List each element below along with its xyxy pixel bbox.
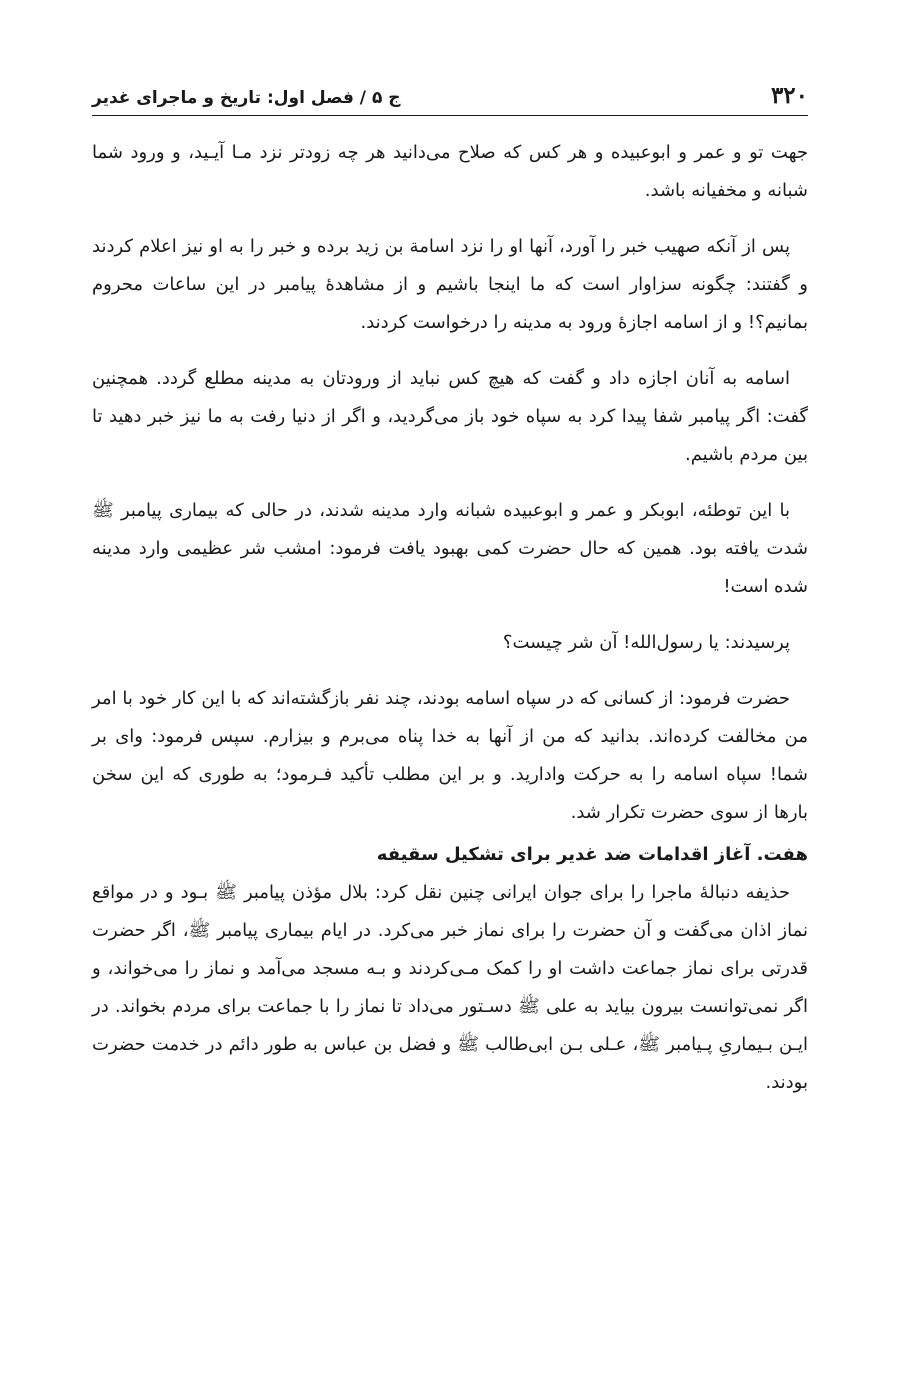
paragraph: حضرت فرمود: از کسانی که در سپاه اسامه بودند، چند نفر بازگشته‌اند که با این کار خود با امر من مخالفت کرده‌اند. بدانید که من از آنها به خدا پناه می‌برم و بیزارم. سپس فرمود: وای بر شما! سپاه اسامه را به حرکت وادارید. و بر این مطلب تأکید فـرمود؛ به طوری که این سخن بارها از سوی حضرت تکرار شد. bbox=[92, 688, 808, 823]
section-heading: هفت. آغاز اقدامات ضد غدیر برای تشکیل سقیفه bbox=[376, 844, 808, 865]
paragraph: اسامه به آنان اجازه داد و گفت که هیچ کس نباید از ورودتان به مدینه مطلع گردد. همچنین گفت: اگر پیامبر شفا پیدا کرد به سپاه خود باز می‌گردید، و اگر از دنیا رفت به ما نیز خبر دهید تا بین مردم باشیم. bbox=[92, 368, 808, 465]
running-header bbox=[92, 62, 808, 116]
page-number: ۳۲۰ bbox=[770, 82, 808, 109]
section-paragraph: حذیفه دنبالهٔ ماجرا را برای جوان ایرانی چنین نقل کرد: بلال مؤذن پیامبر ﷺ بـود و در مواقع نماز اذان می‌گفت و آن حضرت را برای نماز خبر می‌کرد. در ایام بیماری پیامبر ﷺ، اگر حضرت قدرتی برای نماز جماعت داشت او را کمک مـی‌کردند و بـه مسجد می‌آمد و نماز را می‌خواند، و اگر نمی‌توانست بیرون بیاید به علی ﷺ دسـتور می‌داد تا نماز را با جماعت برای مردم بخواند. در ایـن بـیماریِ پـیامبر ﷺ، عـلی بـن ابی‌طالب ﷺ و فضل بن عباس به طور دائم در خدمت حضرت بودند. bbox=[92, 882, 808, 1093]
paragraph: جهت تو و عمر و ابوعبیده و هر کس که صلاح می‌دانید هر چه زودتر نزد مـا آیـید، و ورود شما شبانه و مخفیانه باشد. bbox=[92, 142, 808, 201]
book-page bbox=[92, 62, 808, 1120]
page-content bbox=[92, 134, 808, 1102]
paragraph: پس از آنکه صهیب خبر را آورد، آنها او را نزد اسامة بن زید برده و خبر را به او نیز اعلام کردند و گفتند: چگونه سزاوار است که ما اینجا باشیم و از مشاهدهٔ پیامبر در این ساعات محروم بمانیم؟! و از اسامه اجازهٔ ورود به مدینه را درخواست کردند. bbox=[92, 236, 808, 333]
paragraph: پرسیدند: یا رسول‌الله! آن شر چیست؟ bbox=[502, 632, 790, 653]
chapter-title: ج ۵ / فصل اول: تاریخ و ماجرای غدیر bbox=[92, 88, 401, 108]
paragraph: با این توطئه، ابوبکر و عمر و ابوعبیده شبانه وارد مدینه شدند، در حالی که بیماری پیامبر ﷺ شدت یافته بود. همین که حال حضرت کمی بهبود یافت فرمود: امشب شر عظیمی وارد مدینه شده است! bbox=[92, 500, 808, 597]
